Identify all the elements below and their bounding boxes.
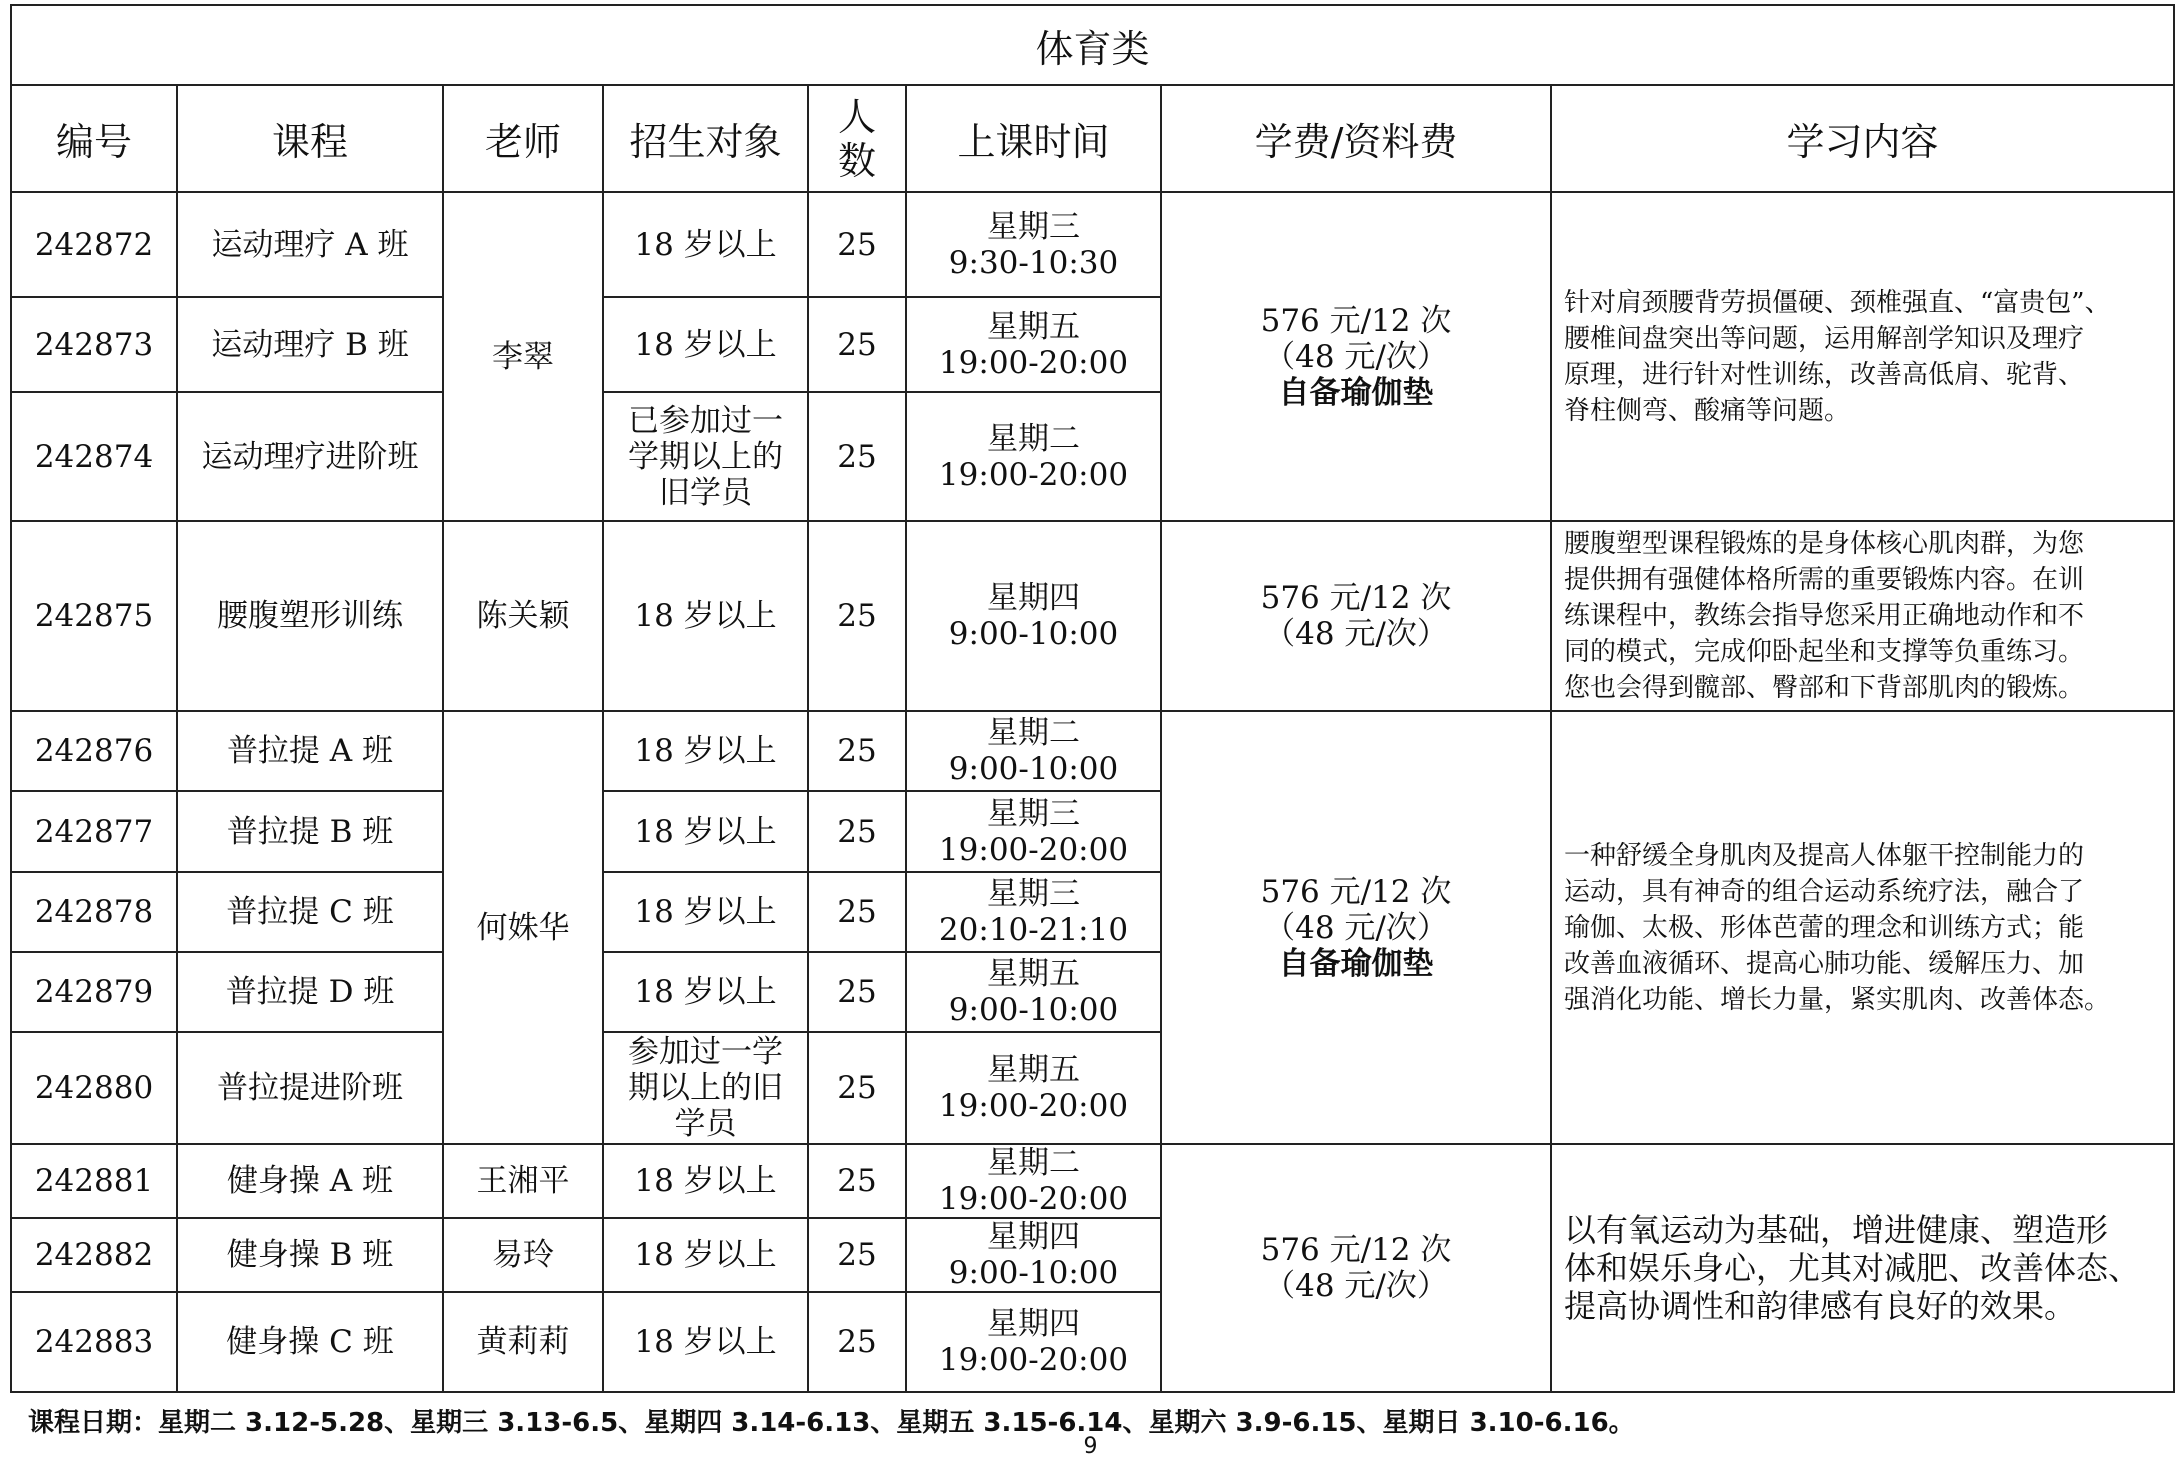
fee-note: 自备瑜伽垫 xyxy=(1278,374,1434,411)
enrollment-count: 25 xyxy=(808,1292,906,1392)
course-id: 242878 xyxy=(11,872,177,952)
table-row xyxy=(11,711,2174,791)
target-audience: 18 岁以上 xyxy=(603,872,808,952)
content-line: 一种舒缓全身肌肉及提高人体躯干控制能力的 xyxy=(1564,840,2085,871)
teacher-name: 何姝华 xyxy=(443,711,603,1144)
content-line: 改善血液循环、提高心肺功能、缓解压力、加 xyxy=(1564,948,2085,979)
header-count-line-2: 数 xyxy=(837,138,876,183)
content-line: 练课程中，教练会指导您采用正确地动作和不 xyxy=(1564,601,2085,631)
class-day: 星期三 xyxy=(987,795,1080,832)
table-row xyxy=(11,521,2174,711)
enrollment-count: 25 xyxy=(808,1032,906,1144)
teacher-name: 陈关颖 xyxy=(443,521,603,711)
target-audience: 18 岁以上 xyxy=(603,952,808,1032)
course-name: 普拉提 B 班 xyxy=(177,791,443,872)
fee-price: 576 元/12 次 xyxy=(1260,302,1452,339)
class-time xyxy=(906,1218,1161,1292)
target-line: 学期以上的 xyxy=(628,438,783,475)
page-number: 9 xyxy=(1083,1434,1098,1459)
class-hours: 9:30-10:30 xyxy=(948,244,1119,281)
fee-price: 576 元/12 次 xyxy=(1260,873,1452,910)
fee-cell xyxy=(1161,1144,1551,1392)
class-time xyxy=(906,711,1161,791)
course-name: 运动理疗进阶班 xyxy=(177,392,443,521)
course-id: 242883 xyxy=(11,1292,177,1392)
class-day: 星期二 xyxy=(987,1145,1080,1181)
header-course: 课程 xyxy=(177,85,443,192)
content-line: 提供拥有强健体格所需的重要锻炼内容。在训 xyxy=(1564,565,2085,595)
content-line: 强消化功能、增长力量，紧实肌肉、改善体态。 xyxy=(1564,984,2111,1015)
course-id: 242879 xyxy=(11,952,177,1032)
target-audience xyxy=(603,392,808,521)
class-day: 星期五 xyxy=(987,308,1080,345)
course-content xyxy=(1551,1144,2174,1392)
teacher-name: 李翠 xyxy=(443,192,603,521)
content-line: 体和娱乐身心，尤其对减肥、改善体态、 xyxy=(1564,1249,2141,1287)
class-hours: 19:00-20:00 xyxy=(938,344,1129,381)
header-content: 学习内容 xyxy=(1551,85,2174,192)
course-id: 242872 xyxy=(11,192,177,297)
course-id: 242880 xyxy=(11,1032,177,1144)
class-hours: 19:00-20:00 xyxy=(938,1181,1129,1217)
class-day: 星期四 xyxy=(987,1219,1080,1255)
teacher-name: 易玲 xyxy=(443,1218,603,1292)
target-line: 期以上的旧 xyxy=(628,1070,783,1106)
course-content xyxy=(1551,711,2174,1144)
target-line: 参加过一学 xyxy=(628,1034,783,1070)
enrollment-count: 25 xyxy=(808,521,906,711)
fee-per-session: （48 元/次） xyxy=(1264,338,1448,375)
course-id: 242876 xyxy=(11,711,177,791)
content-line: 运动，具有神奇的组合运动系统疗法，融合了 xyxy=(1564,876,2085,907)
class-time xyxy=(906,791,1161,872)
course-dates-note: 课程日期：星期二 3.12-5.28、星期三 3.13-6.5、星期四 3.14-6.13、星期五 3.15-6.14、星期六 3.9-6.15、星期日 3.10-6.16。 xyxy=(28,1408,1635,1438)
course-id: 242882 xyxy=(11,1218,177,1292)
fee-per-session: （48 元/次） xyxy=(1264,909,1448,946)
header-time: 上课时间 xyxy=(906,85,1161,192)
header-count-line-1: 人 xyxy=(837,94,876,139)
class-hours: 9:00-10:00 xyxy=(948,1255,1119,1291)
target-audience xyxy=(603,1032,808,1144)
course-name: 健身操 A 班 xyxy=(177,1144,443,1218)
content-line: 瑜伽、太极、形体芭蕾的理念和训练方式；能 xyxy=(1564,912,2085,943)
class-hours: 9:00-10:00 xyxy=(948,992,1119,1028)
class-time xyxy=(906,521,1161,711)
target-audience: 18 岁以上 xyxy=(603,192,808,297)
enrollment-count: 25 xyxy=(808,791,906,872)
course-id: 242873 xyxy=(11,297,177,392)
course-name: 运动理疗 B 班 xyxy=(177,297,443,392)
class-hours: 19:00-20:00 xyxy=(938,456,1129,493)
fee-per-session: （48 元/次） xyxy=(1264,1268,1448,1304)
course-table xyxy=(10,4,2175,1393)
class-time xyxy=(906,1032,1161,1144)
target-line: 学员 xyxy=(674,1106,737,1142)
fee-price: 576 元/12 次 xyxy=(1260,580,1452,616)
fee-price: 576 元/12 次 xyxy=(1260,1232,1452,1268)
content-line: 腰椎间盘突出等问题，运用解剖学知识及理疗 xyxy=(1564,323,2085,354)
header-teacher: 老师 xyxy=(443,85,603,192)
category-title: 体育类 xyxy=(11,5,2174,85)
enrollment-count: 25 xyxy=(808,1218,906,1292)
course-id: 242877 xyxy=(11,791,177,872)
table-row xyxy=(11,192,2174,297)
header-count xyxy=(808,85,906,192)
teacher-name: 黄莉莉 xyxy=(443,1292,603,1392)
class-day: 星期四 xyxy=(987,1306,1080,1342)
course-id: 242881 xyxy=(11,1144,177,1218)
course-name: 普拉提 C 班 xyxy=(177,872,443,952)
header-id: 编号 xyxy=(11,85,177,192)
target-audience: 18 岁以上 xyxy=(603,1144,808,1218)
class-day: 星期三 xyxy=(987,876,1080,912)
enrollment-count: 25 xyxy=(808,872,906,952)
class-time xyxy=(906,297,1161,392)
content-line: 以有氧运动为基础，增进健康、塑造形 xyxy=(1564,1211,2109,1249)
class-hours: 9:00-10:00 xyxy=(948,751,1119,787)
content-line: 同的模式，完成仰卧起坐和支撑等负重练习。 xyxy=(1564,637,2085,667)
class-time xyxy=(906,1144,1161,1218)
content-line: 腰腹塑型课程锻炼的是身体核心肌肉群，为您 xyxy=(1564,529,2085,559)
target-audience: 18 岁以上 xyxy=(603,1218,808,1292)
course-name: 腰腹塑形训练 xyxy=(177,521,443,711)
class-hours: 19:00-20:00 xyxy=(938,831,1129,868)
course-name: 普拉提 A 班 xyxy=(177,711,443,791)
fee-cell xyxy=(1161,192,1551,521)
fee-cell xyxy=(1161,521,1551,711)
class-day: 星期二 xyxy=(987,715,1080,751)
enrollment-count: 25 xyxy=(808,711,906,791)
enrollment-count: 25 xyxy=(808,192,906,297)
content-line: 您也会得到髋部、臀部和下背部肌肉的锻炼。 xyxy=(1564,673,2085,703)
class-time xyxy=(906,952,1161,1032)
target-line: 已参加过一 xyxy=(628,402,783,439)
class-day: 星期二 xyxy=(987,420,1080,457)
content-line: 脊柱侧弯、酸痛等问题。 xyxy=(1564,395,1851,426)
target-audience: 18 岁以上 xyxy=(603,521,808,711)
class-time xyxy=(906,1292,1161,1392)
course-name: 普拉提进阶班 xyxy=(177,1032,443,1144)
enrollment-count: 25 xyxy=(808,392,906,521)
header-target: 招生对象 xyxy=(603,85,808,192)
course-name: 健身操 C 班 xyxy=(177,1292,443,1392)
enrollment-count: 25 xyxy=(808,952,906,1032)
content-line: 原理，进行针对性训练，改善高低肩、驼背、 xyxy=(1564,359,2085,390)
enrollment-count: 25 xyxy=(808,1144,906,1218)
class-hours: 20:10-21:10 xyxy=(938,912,1129,948)
class-hours: 9:00-10:00 xyxy=(948,616,1119,652)
table-row xyxy=(11,1144,2174,1218)
class-time xyxy=(906,192,1161,297)
target-audience: 18 岁以上 xyxy=(603,711,808,791)
target-audience: 18 岁以上 xyxy=(603,297,808,392)
course-content xyxy=(1551,192,2174,521)
class-day: 星期五 xyxy=(987,956,1080,992)
class-day: 星期三 xyxy=(987,208,1080,245)
teacher-name: 王湘平 xyxy=(443,1144,603,1218)
class-time xyxy=(906,392,1161,521)
class-day: 星期五 xyxy=(987,1052,1080,1088)
course-id: 242875 xyxy=(11,521,177,711)
course-name: 运动理疗 A 班 xyxy=(177,192,443,297)
class-hours: 19:00-20:00 xyxy=(938,1088,1129,1124)
fee-per-session: （48 元/次） xyxy=(1264,616,1448,652)
header-fee: 学费/资料费 xyxy=(1161,85,1551,192)
target-audience: 18 岁以上 xyxy=(603,1292,808,1392)
fee-cell xyxy=(1161,711,1551,1144)
class-hours: 19:00-20:00 xyxy=(938,1342,1129,1378)
header-row xyxy=(11,85,2174,192)
class-day: 星期四 xyxy=(987,580,1080,616)
course-content xyxy=(1551,521,2174,711)
content-line: 针对肩颈腰背劳损僵硬、颈椎强直、“富贵包”、 xyxy=(1564,287,2111,318)
fee-note: 自备瑜伽垫 xyxy=(1278,945,1434,982)
course-id: 242874 xyxy=(11,392,177,521)
target-line: 旧学员 xyxy=(659,474,752,511)
target-audience: 18 岁以上 xyxy=(603,791,808,872)
enrollment-count: 25 xyxy=(808,297,906,392)
course-name: 普拉提 D 班 xyxy=(177,952,443,1032)
course-name: 健身操 B 班 xyxy=(177,1218,443,1292)
content-line: 提高协调性和韵律感有良好的效果。 xyxy=(1564,1287,2077,1325)
class-time xyxy=(906,872,1161,952)
